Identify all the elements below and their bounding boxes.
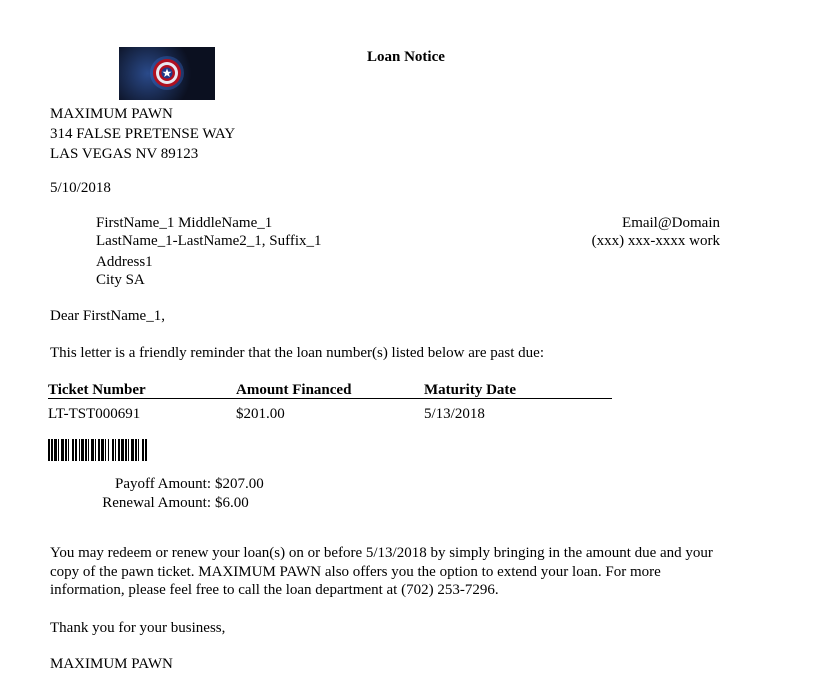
- table-header-divider: [48, 398, 612, 399]
- company-address-line1: 314 FALSE PRETENSE WAY: [50, 126, 236, 142]
- body-paragraph-line1: You may redeem or renew your loan(s) on or before 5/13/2018 by simply bringing in the amount due and your: [50, 545, 713, 561]
- company-address-line2: LAS VEGAS NV 89123: [50, 146, 199, 162]
- amount-financed-cell: $201.00: [236, 406, 285, 422]
- body-paragraph-line3: information, please feel free to call the loan department at (702) 253-7296.: [50, 582, 499, 598]
- recipient-phone: (xxx) xxx-xxxx work: [591, 233, 720, 249]
- table-header-ticket-number: Ticket Number: [48, 382, 146, 398]
- recipient-name-line2: LastName_1-LastName2_1, Suffix_1: [96, 233, 322, 249]
- renewal-amount-value: $6.00: [215, 495, 249, 511]
- maturity-date-cell: 5/13/2018: [424, 406, 485, 422]
- table-header-amount-financed: Amount Financed: [236, 382, 352, 398]
- page-title: Loan Notice: [367, 49, 445, 65]
- signature: MAXIMUM PAWN: [50, 656, 173, 672]
- body-paragraph-line2: copy of the pawn ticket. MAXIMUM PAWN also offers you the option to extend your loan. For more: [50, 564, 661, 580]
- payoff-amount-label: Payoff Amount:: [115, 476, 211, 492]
- shield-logo-icon: [119, 47, 215, 100]
- renewal-amount-label: Renewal Amount:: [102, 495, 211, 511]
- company-name: MAXIMUM PAWN: [50, 106, 173, 122]
- salutation: Dear FirstName_1,: [50, 308, 165, 324]
- recipient-name-line1: FirstName_1 MiddleName_1: [96, 215, 273, 231]
- ticket-number-cell: LT-TST000691: [48, 406, 141, 422]
- table-header-maturity-date: Maturity Date: [424, 382, 517, 398]
- recipient-address: Address1: [96, 254, 153, 270]
- recipient-city: City SA: [96, 272, 145, 288]
- recipient-email: Email@Domain: [622, 215, 720, 231]
- intro-text: This letter is a friendly reminder that the loan number(s) listed below are past due:: [50, 345, 545, 361]
- letter-date: 5/10/2018: [50, 180, 111, 196]
- payoff-amount-value: $207.00: [215, 476, 264, 492]
- barcode-icon: [48, 439, 238, 461]
- closing-text: Thank you for your business,: [50, 620, 226, 636]
